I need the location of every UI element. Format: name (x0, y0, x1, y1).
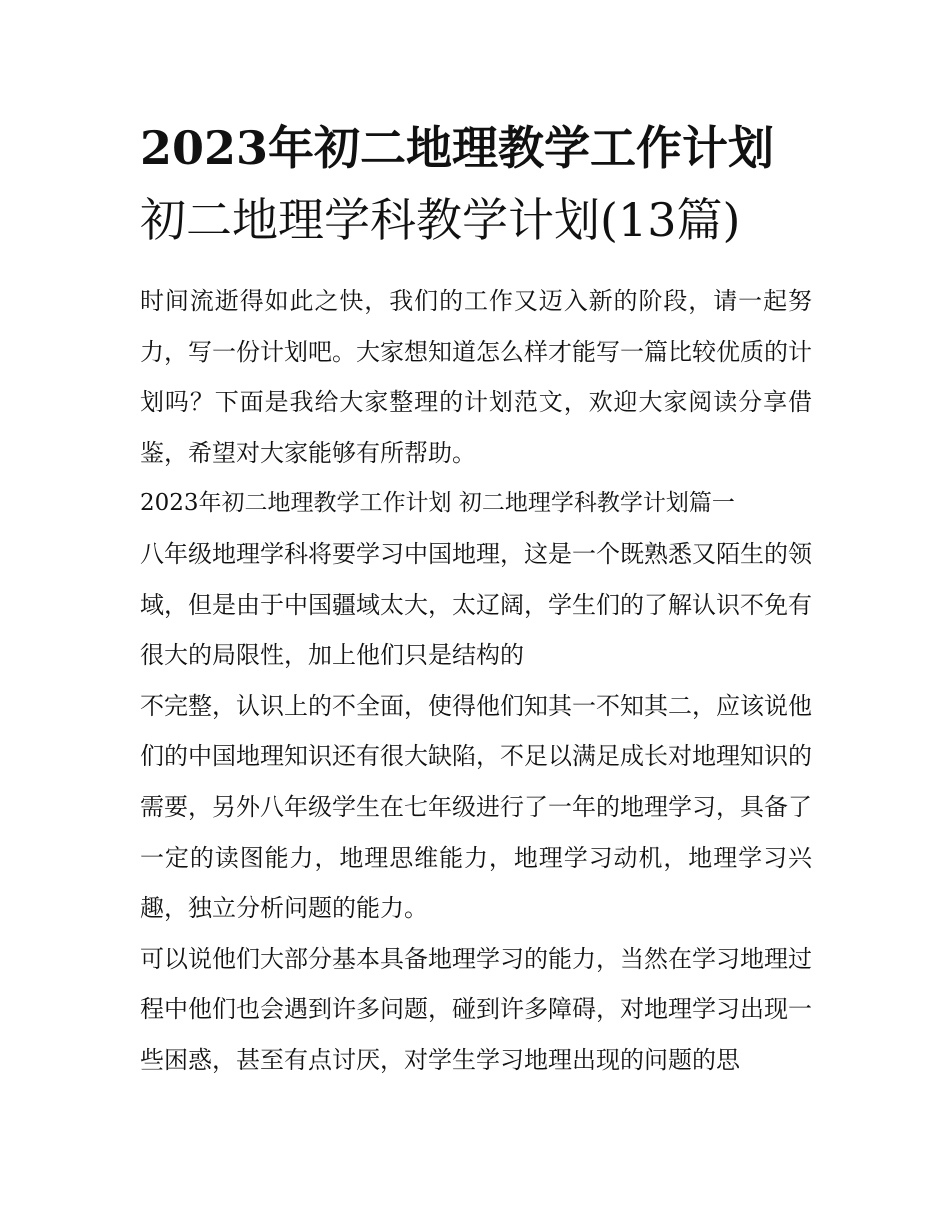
body-paragraph-1: 八年级地理学科将要学习中国地理，这是一个既熟悉又陌生的领域，但是由于中国疆域太大，太辽阔，学生们的了解认识不免有很大的局限性，加上他们只是结构的 (140, 539, 812, 670)
title-line-1: 2023年初二地理教学工作计划 (140, 121, 775, 175)
intro-paragraph: 时间流逝得如此之快，我们的工作又迈入新的阶段，请一起努力，写一份计划吧。大家想知道怎么样才能写一篇比较优质的计划吗？下面是我给大家整理的计划范文，欢迎大家阅读分享借鉴，希望对大家能够有所帮助。 (140, 287, 812, 467)
title-line-2: 初二地理学科教学计划(13篇) (140, 193, 741, 247)
section-heading: 2023年初二地理教学工作计划 初二地理学科教学计划篇一 (140, 490, 735, 517)
body-paragraph-2: 不完整，认识上的不全面，使得他们知其一不知其二，应该说他们的中国地理知识还有很大缺陷，不足以满足成长对地理知识的需要，另外八年级学生在七年级进行了一年的地理学习，具备了一定的读图能力，地理思维能力，地理学习动机，地理学习兴趣，独立分析问题的能力。 (140, 691, 812, 923)
body-paragraph-3: 可以说他们大部分基本具备地理学习的能力，当然在学习地理过程中他们也会遇到许多问题，碰到许多障碍，对地理学习出现一些困惑，甚至有点讨厌，对学生学习地理出现的问题的思 (140, 944, 812, 1074)
document-body (140, 276, 812, 1086)
